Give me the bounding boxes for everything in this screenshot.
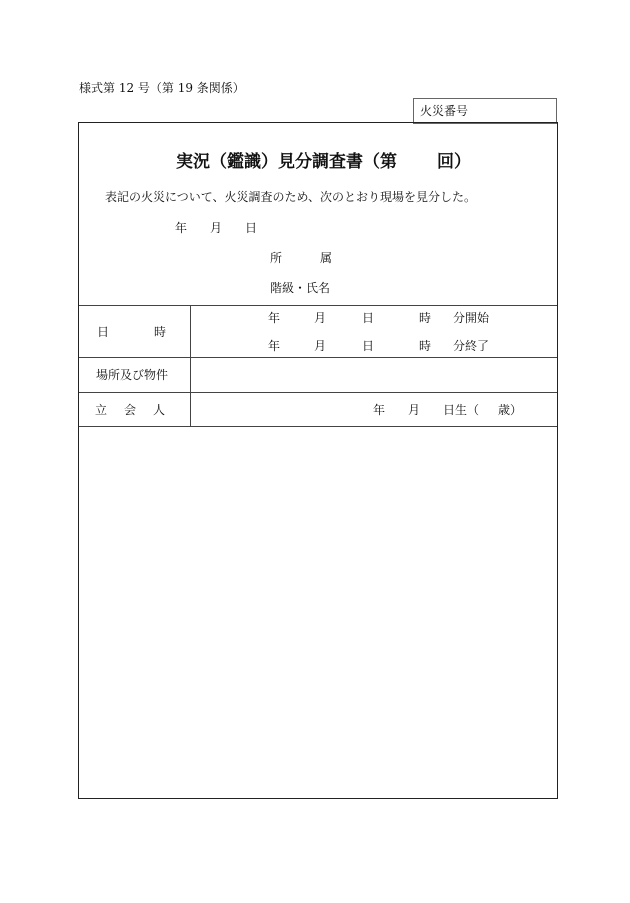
datetime-label-b: 時 bbox=[154, 325, 167, 339]
divider bbox=[79, 392, 557, 393]
date-year: 年 bbox=[175, 221, 188, 235]
date-month: 月 bbox=[210, 221, 223, 235]
form-title: 実況（鑑識）見分調査書（第 bbox=[176, 152, 397, 172]
end-month: 月 bbox=[314, 339, 327, 353]
witness-age: 歳） bbox=[498, 403, 523, 417]
affiliation-label-b: 属 bbox=[320, 251, 333, 265]
location-label: 場所及び物件 bbox=[96, 368, 169, 382]
datetime-label-a: 日 bbox=[97, 325, 110, 339]
rank-name-label: 階級・氏名 bbox=[270, 281, 331, 295]
divider bbox=[79, 357, 557, 358]
column-divider bbox=[190, 305, 191, 426]
start-year: 年 bbox=[268, 311, 281, 325]
date-day: 日 bbox=[245, 221, 258, 235]
witness-year: 年 bbox=[373, 403, 386, 417]
observation-body-area[interactable] bbox=[80, 428, 556, 797]
fire-number-label: 火災番号 bbox=[420, 104, 469, 118]
divider bbox=[79, 426, 557, 427]
witness-born: 日生（ bbox=[443, 403, 480, 417]
form-title-end: 回） bbox=[437, 152, 471, 172]
start-minute: 分開始 bbox=[453, 311, 490, 325]
end-day: 日 bbox=[362, 339, 375, 353]
divider bbox=[79, 305, 557, 306]
end-minute: 分終了 bbox=[453, 339, 490, 353]
end-year: 年 bbox=[268, 339, 281, 353]
witness-month: 月 bbox=[408, 403, 421, 417]
start-day: 日 bbox=[362, 311, 375, 325]
witness-label-a: 立 bbox=[95, 403, 108, 417]
fire-number-field[interactable] bbox=[413, 98, 557, 124]
witness-label-b: 会 bbox=[124, 403, 137, 417]
intro-text: 表記の火災について、火災調査のため、次のとおり現場を見分した。 bbox=[105, 190, 477, 204]
start-month: 月 bbox=[314, 311, 327, 325]
witness-label-c: 人 bbox=[153, 403, 166, 417]
form-number-label: 様式第 12 号（第 19 条関係） bbox=[79, 81, 245, 95]
end-hour: 時 bbox=[419, 339, 432, 353]
start-hour: 時 bbox=[419, 311, 432, 325]
affiliation-label-a: 所 bbox=[270, 251, 283, 265]
